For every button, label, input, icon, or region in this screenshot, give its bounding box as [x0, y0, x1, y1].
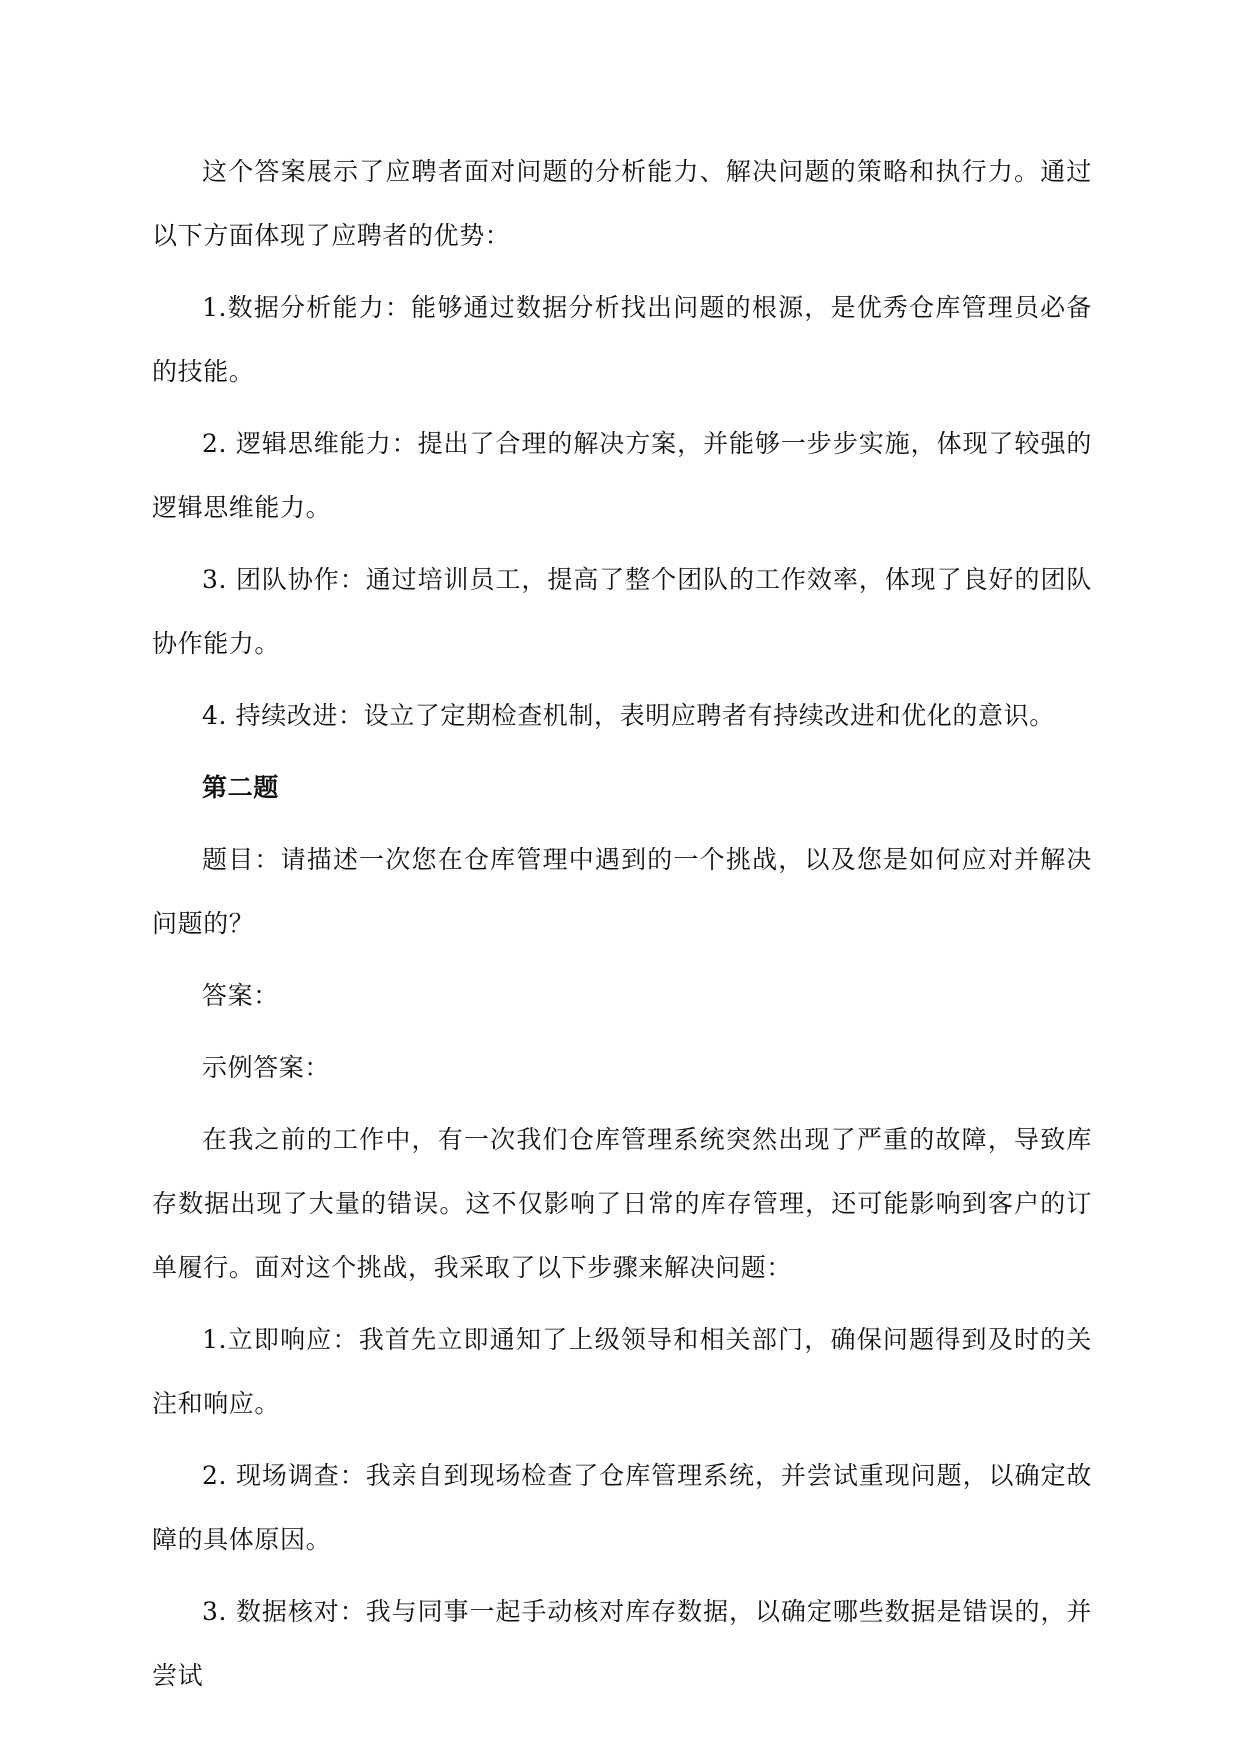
document-page: [152, 140, 1092, 1716]
section-heading: 第二题: [202, 773, 279, 802]
step-item-1: 1.立即响应：我首先立即通知了上级领导和相关部门，确保问题得到及时的关注和响应。: [152, 1325, 1092, 1418]
strength-item-1: 1.数据分析能力：能够通过数据分析找出问题的根源，是优秀仓库管理员必备的技能。: [152, 293, 1092, 386]
question-paragraph: 题目：请描述一次您在仓库管理中遇到的一个挑战，以及您是如何应对并解决问题的？: [152, 845, 1092, 938]
strength-item-4: 4. 持续改进：设立了定期检查机制，表明应聘者有持续改进和优化的意识。: [202, 701, 1055, 730]
answer-body-paragraph: 在我之前的工作中，有一次我们仓库管理系统突然出现了严重的故障，导致库存数据出现了大量的错误。这不仅影响了日常的库存管理，还可能影响到客户的订单履行。面对这个挑战，我采取了以下步骤来解决问题：: [152, 1125, 1092, 1282]
answer-label: 答案：: [202, 981, 279, 1010]
strength-item-3: 3. 团队协作：通过培训员工，提高了整个团队的工作效率，体现了良好的团队协作能力。: [152, 565, 1092, 658]
sample-answer-label: 示例答案：: [202, 1053, 331, 1082]
step-item-3: 3. 数据核对：我与同事一起手动核对库存数据，以确定哪些数据是错误的，并尝试: [152, 1597, 1092, 1690]
step-item-2: 2. 现场调查：我亲自到现场检查了仓库管理系统，并尝试重现问题，以确定故障的具体原因。: [152, 1461, 1092, 1554]
analysis-intro-paragraph: 这个答案展示了应聘者面对问题的分析能力、解决问题的策略和执行力。通过以下方面体现了应聘者的优势：: [152, 157, 1092, 250]
strength-item-2: 2. 逻辑思维能力：提出了合理的解决方案，并能够一步步实施，体现了较强的逻辑思维能力。: [152, 429, 1092, 522]
